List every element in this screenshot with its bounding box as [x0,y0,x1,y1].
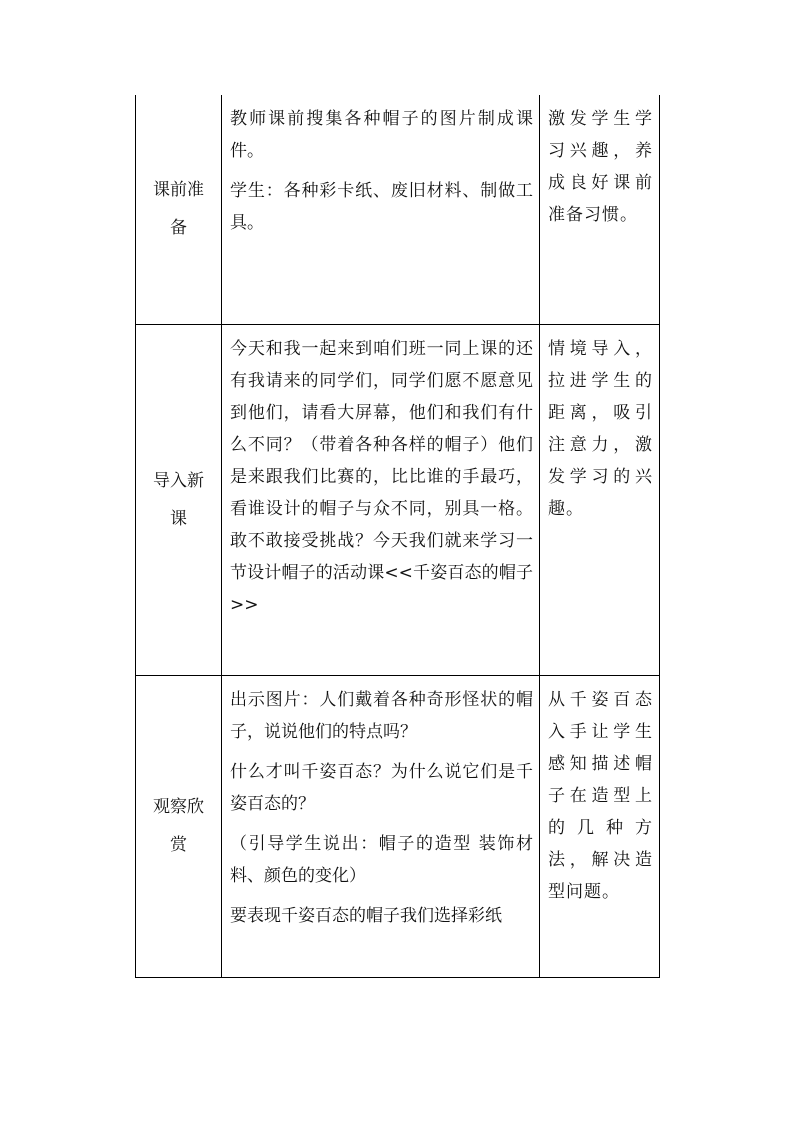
table-row [136,95,660,324]
table-row [136,324,660,675]
content-paragraph: 学生：各种彩卡纸、废旧材料、制做工具。 [230,181,533,233]
stage-label: 观察欣赏 [153,797,204,855]
content-paragraph: 出示图片：人们戴着各种奇形怪状的帽子，说说他们的特点吗？ [230,689,533,742]
content-paragraph: 什么才叫千姿百态？为什么说它们是千姿百态的？ [230,761,533,814]
content-cell [222,675,540,977]
purpose-cell [540,95,660,324]
content-paragraph: 教师课前搜集各种帽子的图片制成课件。 [230,109,533,161]
stage-label: 课前准备 [153,180,204,239]
purpose-text: 从千姿百态入手让学生感知描述帽子在造型上的几种方法，解决造型问题。 [548,689,653,902]
stage-label: 导入新课 [153,470,204,529]
table-row [136,675,660,977]
content-paragraph: 今天和我一起来到咱们班一同上课的还有我请来的同学们，同学们愿不愿意见到他们，请看大屏幕，他们和我们有什么不同？（带着各种各样的帽子）他们是来跟我们比赛的，比比谁的手最巧，看谁设计的帽子与众不同，别具一格。敢不敢接受挑战？今天我们就来学习一节设计帽子的活动课<<千姿百态的帽子>> [230,338,533,615]
purpose-cell [540,675,660,977]
purpose-text: 激发学生学习兴趣，养成良好课前准备习惯。 [548,109,653,225]
stage-cell [136,95,222,324]
content-cell [222,324,540,675]
content-paragraph: （引导学生说出：帽子的造型 装饰材料、颜色的变化） [230,833,533,886]
stage-cell [136,324,222,675]
stage-cell [136,675,222,977]
purpose-text: 情境导入，拉进学生的距离，吸引注意力，激发学习的兴趣。 [548,338,653,519]
content-cell [222,95,540,324]
purpose-cell [540,324,660,675]
lesson-plan-table [135,95,660,978]
content-paragraph: 要表现千姿百态的帽子我们选择彩纸 [230,905,502,926]
